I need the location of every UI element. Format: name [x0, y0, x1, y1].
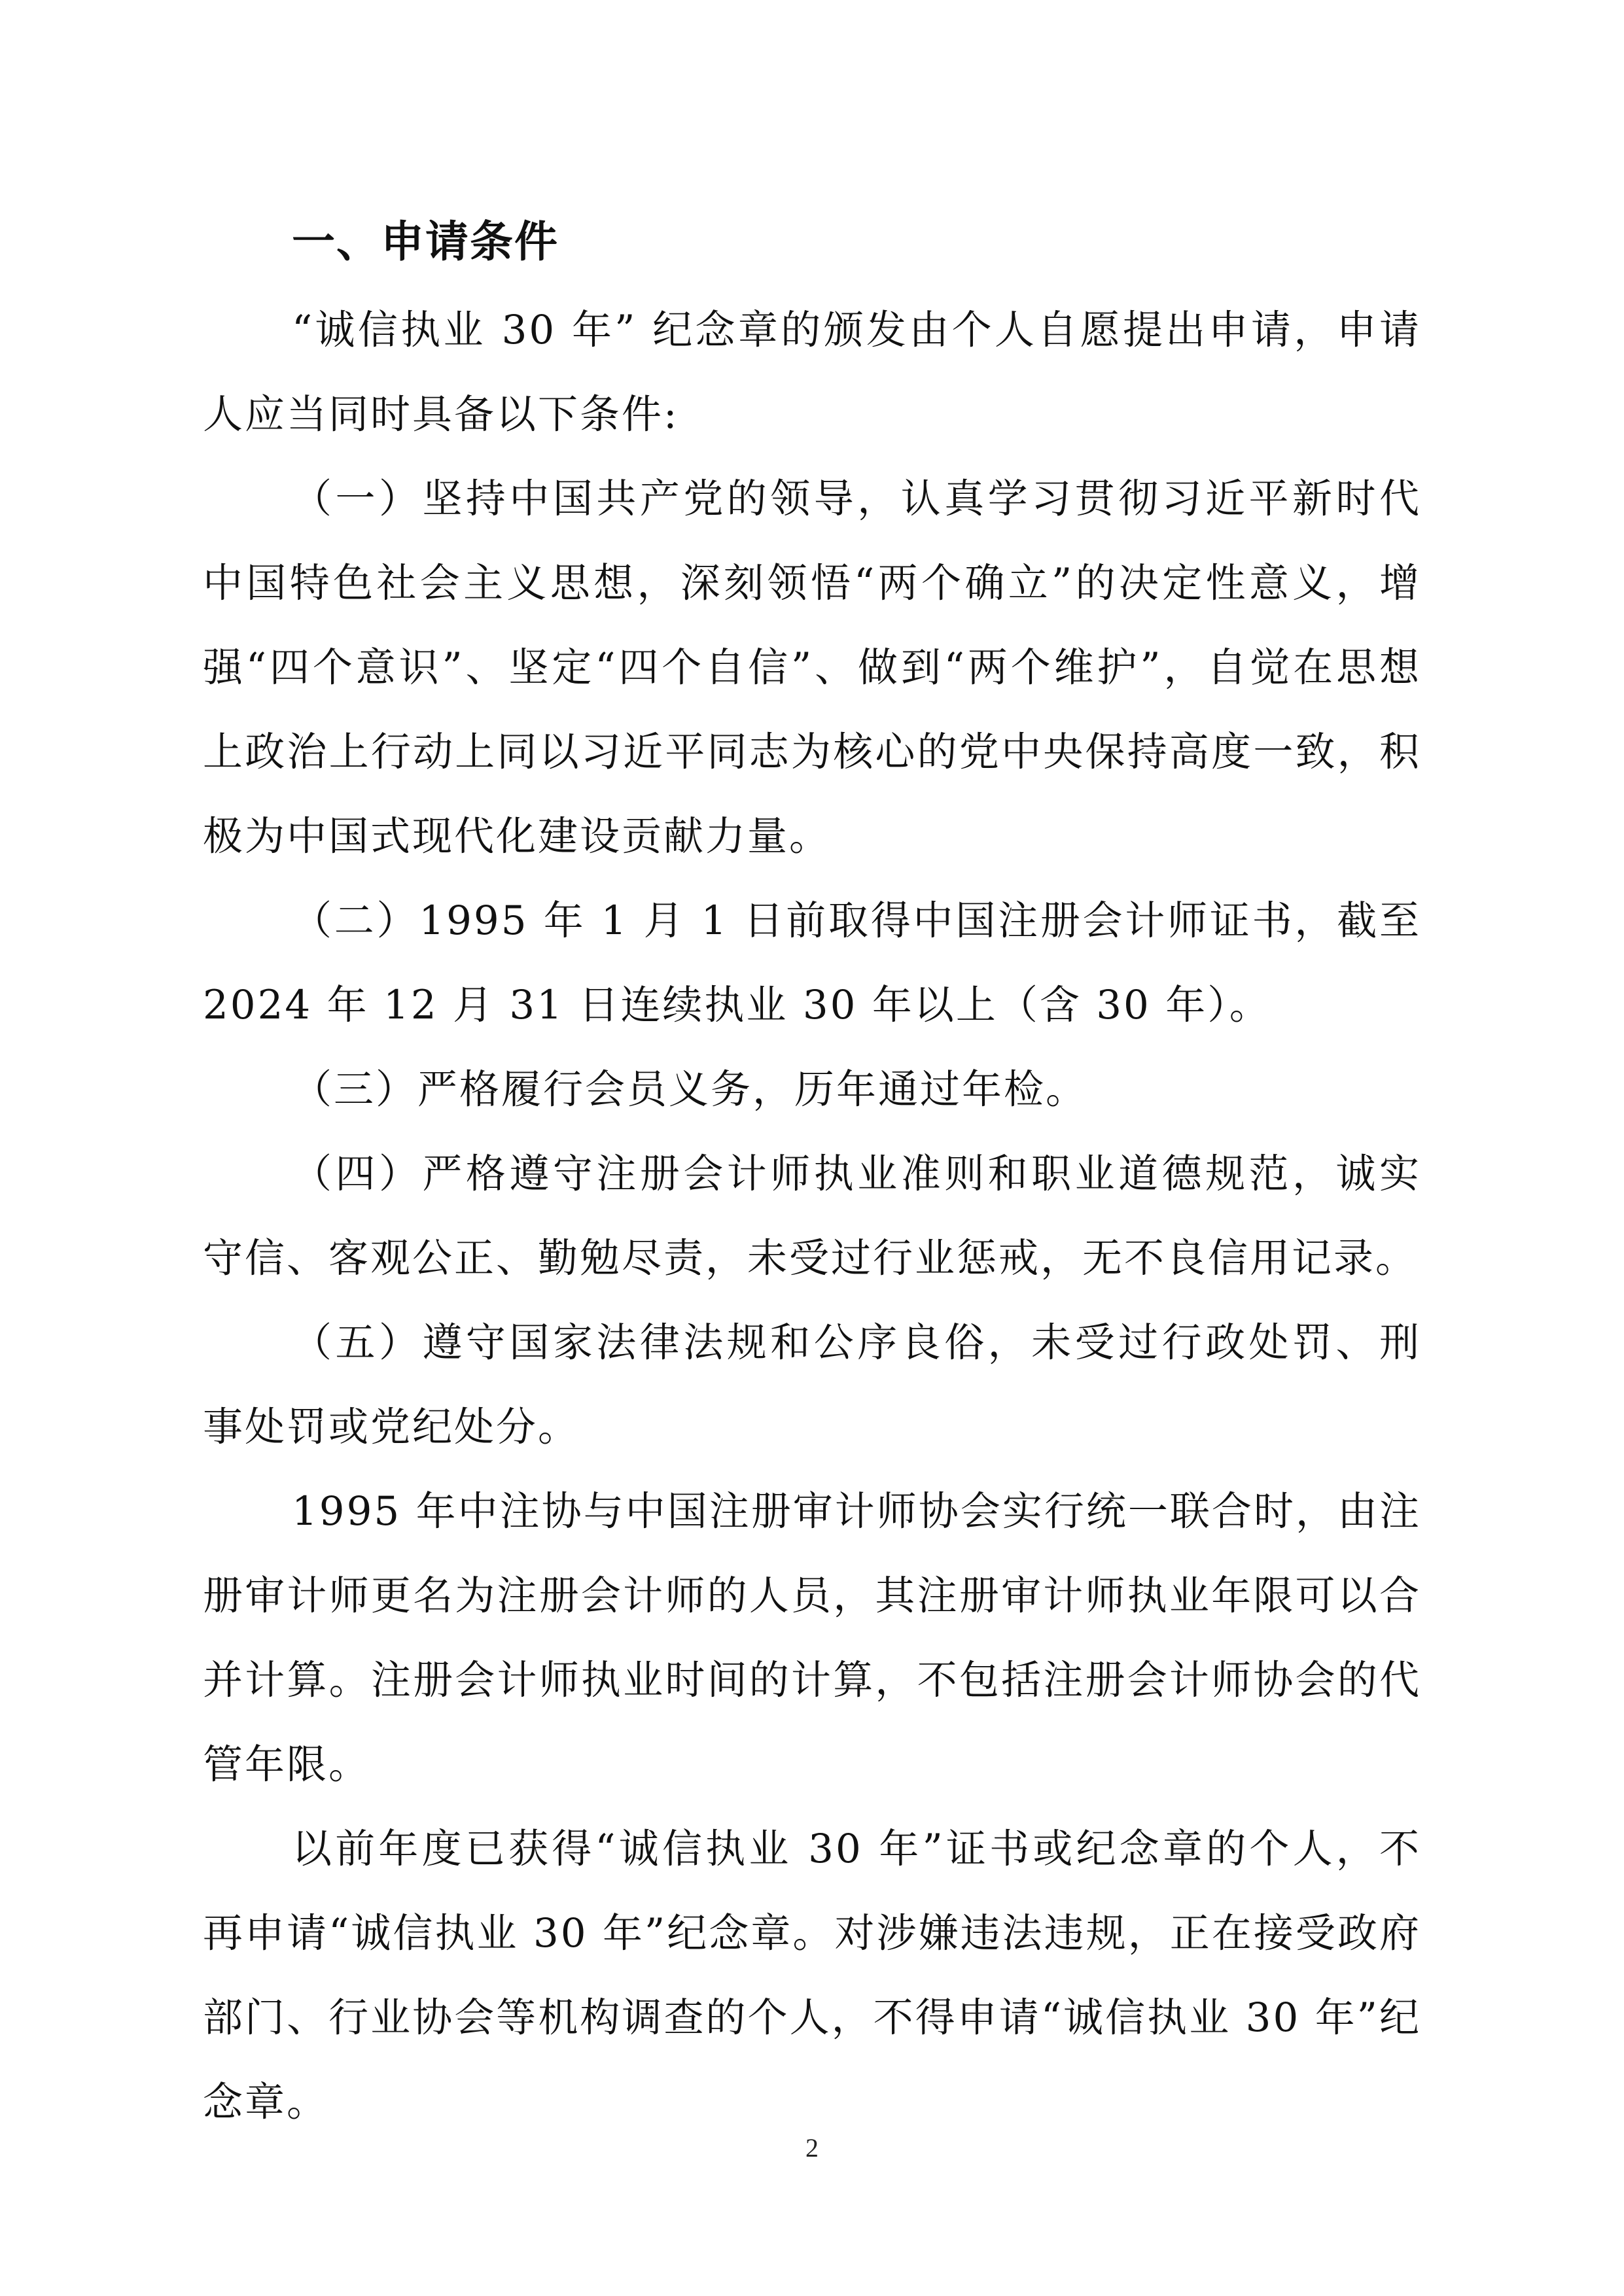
- paragraph-exclusion-note: 以前年度已获得“诚信执业 30 年”证书或纪念章的个人，不再申请“诚信执业 30 年”纪念章。对涉嫌违法违规，正在接受政府部门、行业协会等机构调查的个人，不得申请“诚信执业 30 年”纪念章。: [203, 1826, 1421, 2125]
- paragraph-condition-2: （二）1995 年 1 月 1 日前取得中国注册会计师证书，截至 2024 年 12 月 31 日连续执业 30 年以上（含 30 年）。: [203, 897, 1421, 1028]
- paragraph-condition-1: （一）坚持中国共产党的领导，认真学习贯彻习近平新时代中国特色社会主义思想，深刻领悟“两个确立”的决定性意义，增强“四个意识”、坚定“四个自信”、做到“两个维护”，自觉在思想上政治上行动上同以习近平同志为核心的党中央保持高度一致，积极为中国式现代化建设贡献力量。: [203, 476, 1421, 860]
- page-number: 2: [805, 2133, 819, 2163]
- document-page: [203, 196, 1421, 2144]
- paragraph-condition-3: （三）严格履行会员义务，历年通过年检。: [292, 1066, 1088, 1113]
- paragraph-merger-note: 1995 年中注协与中国注册审计师协会实行统一联合时，由注册审计师更名为注册会计师的人员，其注册审计师执业年限可以合并计算。注册会计师执业时间的计算，不包括注册会计师协会的代管年限。: [203, 1488, 1421, 1788]
- paragraph-condition-4: （四）严格遵守注册会计师执业准则和职业道德规范，诚实守信、客观公正、勤勉尽责，未受过行业惩戒，无不良信用记录。: [203, 1151, 1421, 1281]
- section-heading: 一、申请条件: [292, 217, 559, 267]
- paragraph-intro: “诚信执业 30 年” 纪念章的颁发由个人自愿提出申请，申请人应当同时具备以下条件:: [203, 307, 1421, 438]
- paragraph-condition-5: （五）遵守国家法律法规和公序良俗，未受过行政处罚、刑事处罚或党纪处分。: [203, 1319, 1421, 1450]
